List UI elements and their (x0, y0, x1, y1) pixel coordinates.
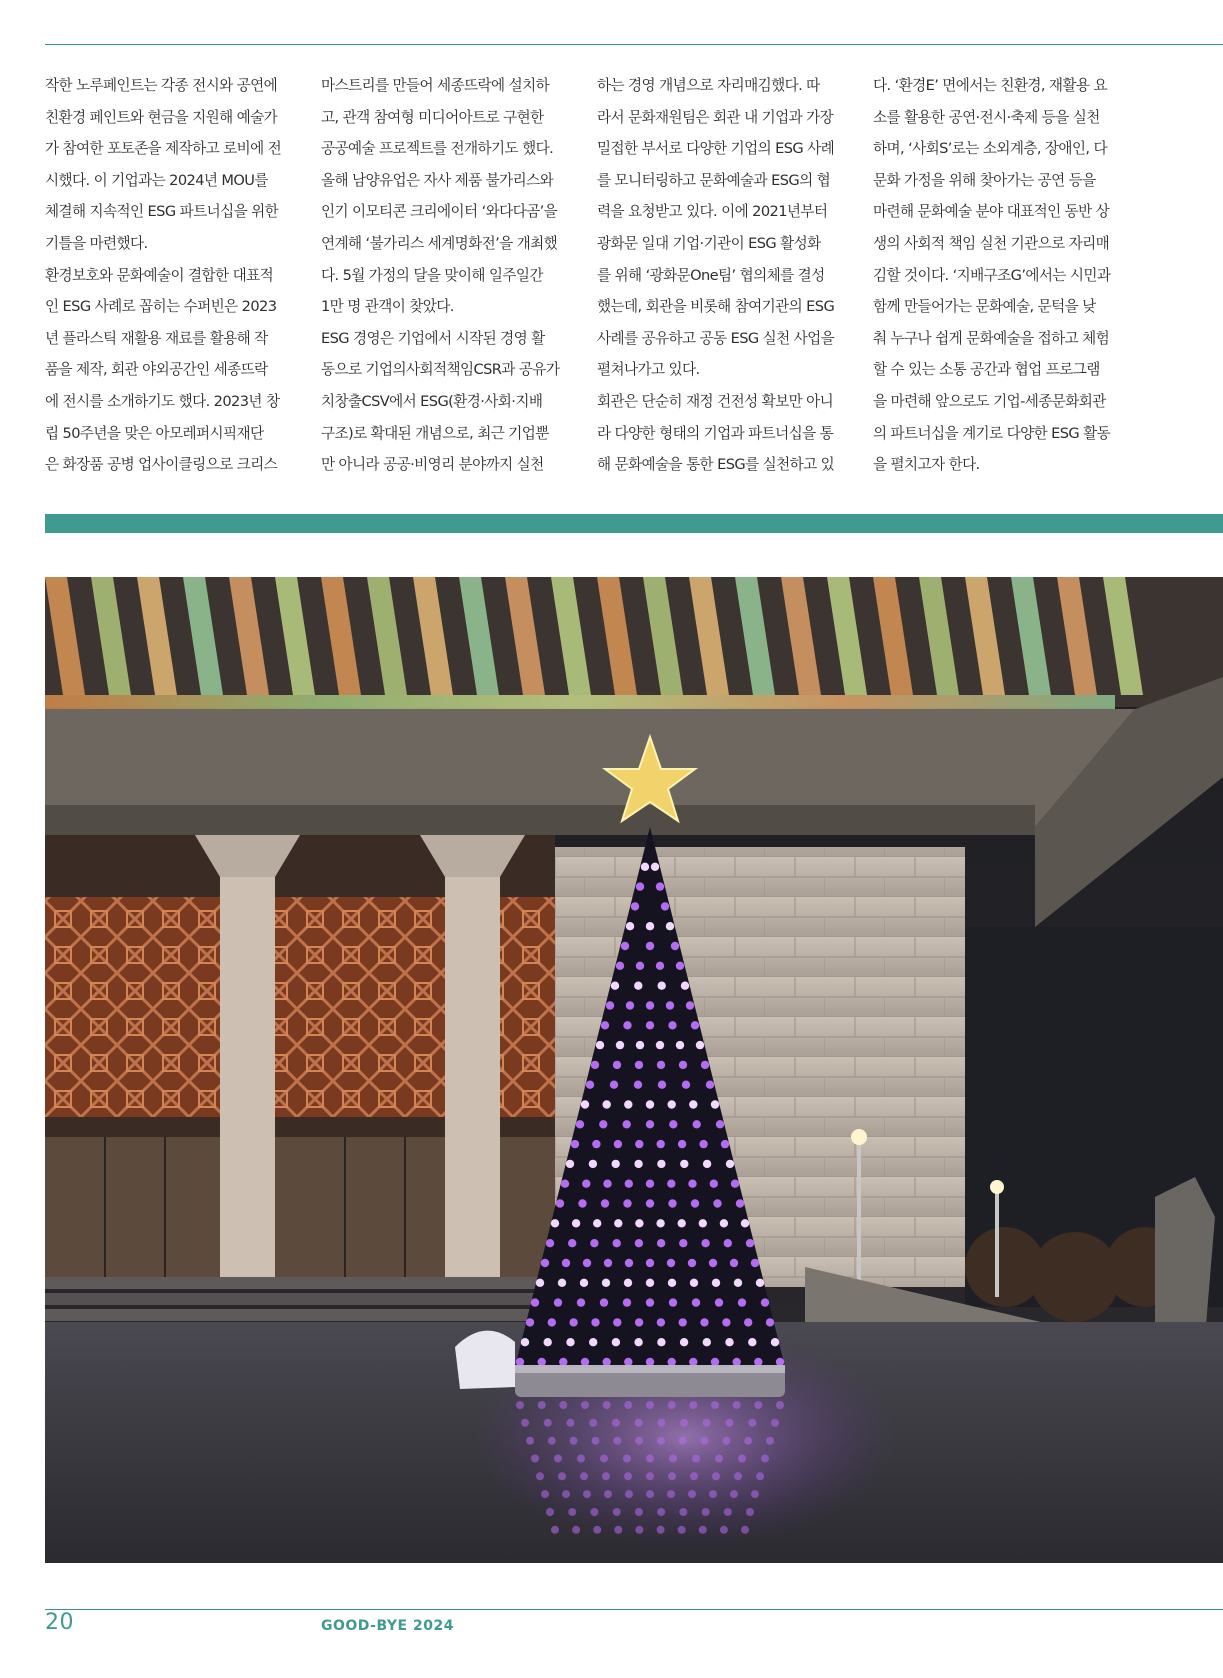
text-line: 구조)로 확대된 개념으로, 최근 기업뿐 (321, 424, 549, 442)
article-body (45, 70, 1135, 480)
text-line: 동으로 기업의사회적책임CSR과 공유가 (321, 361, 560, 379)
text-line: 마련해 문화예술 분야 대표적인 동반 상 (873, 203, 1110, 221)
text-line: 에 전시를 소개하기도 했다. 2023년 창 (45, 392, 280, 410)
article-column-3 (597, 70, 847, 481)
text-line: 라서 문화재원팀은 회관 내 기업과 가장 (597, 108, 834, 126)
text-line: 생의 사회적 책임 실천 기관으로 자리매 (873, 234, 1110, 252)
text-line: 가 참여한 포토존을 제작하고 로비에 전 (45, 140, 282, 158)
text-line: 문화 가정을 위해 찾아가는 공연 등을 (873, 171, 1096, 189)
teal-divider-band (45, 514, 1223, 533)
text-line: 인 ESG 사례로 꼽히는 수퍼빈은 2023 (45, 298, 277, 316)
top-rule (45, 44, 1223, 45)
text-line: 인기 이모티콘 크리에이터 ‘와다다곰’을 (321, 203, 558, 221)
text-line: 사례를 공유하고 공동 ESG 실천 사업을 (597, 329, 835, 347)
text-line: 치창출CSV에서 ESG(환경·사회·지배 (321, 392, 543, 410)
text-line: 년 플라스틱 재활용 재료를 활용해 작 (45, 329, 268, 347)
text-line: 친환경 페인트와 현금을 지원해 예술가 (45, 108, 278, 126)
text-line: 립 50주년을 맞은 아모레퍼시픽재단 (45, 424, 264, 442)
text-line: 해 문화예술을 통한 ESG를 실천하고 있 (597, 456, 835, 474)
text-line: 를 모니터링하고 문화예술과 ESG의 협 (597, 171, 831, 189)
text-line: 작한 노루페인트는 각종 전시와 공연에 (45, 77, 278, 94)
article-column-4 (873, 70, 1123, 481)
text-line: 광화문 일대 기업·기관이 ESG 활성화 (597, 234, 821, 252)
footer-rule (45, 1609, 1223, 1610)
text-line: 라 다양한 형태의 기업과 파트너십을 통 (597, 424, 834, 442)
text-line: 품을 제작, 회관 야외공간인 세종뜨락 (45, 361, 268, 379)
text-line: 을 펼치고자 한다. (873, 456, 980, 474)
text-line: 다. 5월 가정의 달을 맞이해 일주일간 (321, 266, 543, 284)
text-line: 공공예술 프로젝트를 전개하기도 했다. (321, 140, 554, 158)
text-line: 할 수 있는 소통 공간과 협업 프로그램 (873, 361, 1100, 379)
text-line: 력을 요청받고 있다. 이에 2021년부터 (597, 203, 828, 221)
christmas-tree-photo (45, 577, 1223, 1563)
text-line: 함께 만들어가는 문화예술, 문턱을 낮 (873, 298, 1096, 316)
text-line: 다. ‘환경E’ 면에서는 친환경, 재활용 요 (873, 77, 1107, 94)
text-line: 하며, ‘사회S’로는 소외계층, 장애인, 다 (873, 140, 1107, 158)
text-line: 기틀을 마련했다. (45, 234, 148, 252)
text-line: 했는데, 회관을 비롯해 참여기관의 ESG (597, 298, 835, 316)
page-number: 20 (45, 1610, 74, 1635)
text-line: 소를 활용한 공연·전시·축제 등을 실천 (873, 108, 1100, 126)
text-line: 마스트리를 만들어 세종뜨락에 설치하 (321, 77, 550, 94)
text-line: 춰 누구나 쉽게 문화예술을 접하고 체험 (873, 329, 1110, 347)
text-line: 하는 경영 개념으로 자리매김했다. 따 (597, 77, 820, 94)
text-line: 체결해 지속적인 ESG 파트너십을 위한 (45, 203, 279, 221)
text-line: 시했다. 이 기업과는 2024년 MOU를 (45, 171, 268, 189)
article-column-1 (45, 70, 295, 481)
text-line: 의 파트너십을 계기로 다양한 ESG 활동 (873, 424, 1111, 442)
text-line: 1만 명 관객이 찾았다. (321, 298, 454, 316)
text-line: 회관은 단순히 재정 건전성 확보만 아니 (597, 392, 834, 410)
text-line: 를 위해 ‘광화문One팀’ 협의체를 결성 (597, 266, 825, 284)
text-line: 을 마련해 앞으로도 기업-세종문화회관 (873, 392, 1106, 410)
text-line: 밀접한 부서로 다양한 기업의 ESG 사례 (597, 140, 835, 158)
text-line: 고, 관객 참여형 미디어아트로 구현한 (321, 108, 544, 126)
text-line: 올해 남양유업은 자사 제품 불가리스와 (321, 171, 554, 189)
text-line: 연계해 ‘불가리스 세계명화전’을 개최했 (321, 234, 558, 252)
text-line: 만 아니라 공공·비영리 분야까지 실천 (321, 456, 544, 474)
magazine-title: GOOD-BYE 2024 (321, 1618, 454, 1634)
text-line: 김할 것이다. ‘지배구조G’에서는 시민과 (873, 266, 1111, 284)
text-line: 환경보호와 문화예술이 결합한 대표적 (45, 266, 274, 284)
article-column-2 (321, 70, 571, 481)
text-line: 펼쳐나가고 있다. (597, 361, 700, 379)
text-line: ESG 경영은 기업에서 시작된 경영 활 (321, 329, 545, 347)
text-line: 은 화장품 공병 업사이클링으로 크리스 (45, 456, 278, 474)
